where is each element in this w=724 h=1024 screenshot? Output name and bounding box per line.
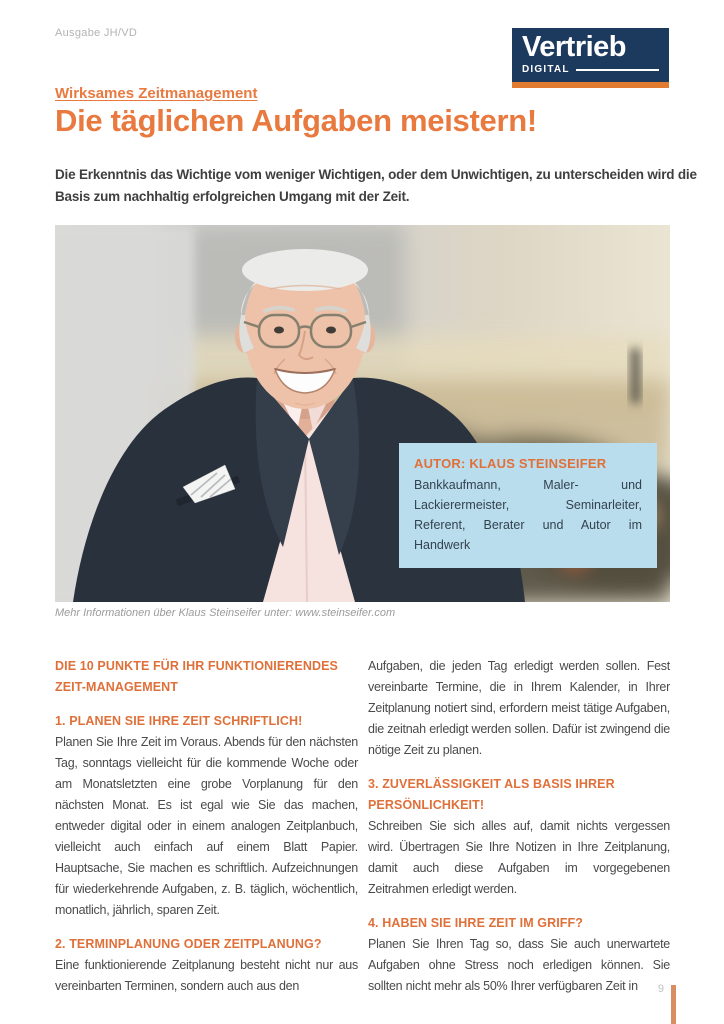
section-heading: 4. HABEN SIE IHRE ZEIT IM GRIFF? [368,916,584,930]
brand-logo [512,28,669,88]
footer-accent-bar [671,985,676,1024]
section-heading: 3. ZUVERLÄSSIGKEIT ALS BASIS IHRER PERSÖNLICHKEIT! [368,777,615,812]
logo-sub-text: DIGITAL [522,64,570,76]
article-column-left [55,656,358,997]
author-box-title: AUTOR: KLAUS STEINSEIFER [414,456,607,471]
logo-underline [576,69,659,71]
logo-brand-text: Vertrieb [522,31,626,63]
author-photo [55,225,670,602]
page-title: Die täglichen Aufgaben meistern! [55,103,537,138]
body-paragraph: Eine funktionierende Zeitplanung besteht nicht nur aus vereinbarten Terminen, sondern auch aus den [55,958,358,993]
body-paragraph: Schreiben Sie sich alles auf, damit nichts vergessen wird. Übertragen Sie Ihre Notizen in Ihre Zeitplanung, damit auch diese Aufgaben im vorgegebenen Zeitrahmen erledigt werden. [368,819,670,896]
issue-label: Ausgabe JH/VD [55,27,138,39]
article-column-right [368,656,670,997]
author-info-box [399,443,657,568]
section-heading: 2. TERMINPLANUNG ODER ZEITPLANUNG? [55,937,322,951]
logo-accent-strip [512,82,669,88]
body-paragraph: Aufgaben, die jeden Tag erledigt werden sollen. Fest vereinbarte Termine, die in Ihrem Kalender, in Ihrer Zeitplanung notiert sind, erfordern meist tätige Aufgaben, die zeitnah erledigt werden sollen. Dafür ist zwingend die nötige Zeit zu planen. [368,659,670,757]
section-heading: DIE 10 PUNKTE FÜR IHR FUNKTIONIERENDES ZEIT-MANAGEMENT [55,659,338,694]
body-paragraph: Planen Sie Ihre Zeit im Voraus. Abends für den nächsten Tag, sonntags vielleicht für die kommende Woche oder am Monatsletzten eine grobe Vorplanung für den nächsten Monat. Es ist egal wie Sie das machen, entweder digital oder in einem analogen Zeitplanbuch, vielleicht auch einfach auf einem Blatt Papier. Hauptsache, Sie machen es schriftlich. Aufzeichnungen für wiederkehrende Aufgaben, z. B. täglich, wöchentlich, monatlich, jährlich, sparen Zeit. [55,735,358,917]
body-paragraph: Planen Sie Ihren Tag so, dass Sie auch unerwartete Aufgaben ohne Stress noch erledigen können. Sie sollten nicht mehr als 50% Ihrer verfügbaren Zeit in [368,937,670,993]
author-box-text: Bankkaufmann, Maler- und Lackierermeister, Seminarleiter, Referent, Berater und Autor im Handwerk [414,478,642,552]
article-kicker: Wirksames Zeitmanagement [55,85,258,102]
photo-caption: Mehr Informationen über Klaus Steinseifer unter: www.steinseifer.com [55,607,396,619]
article-intro: Die Erkenntnis das Wichtige vom weniger Wichtigen, oder dem Unwichtigen, zu unterscheiden wird die Basis zum nachhaltig erfolgreichen Umgang mit der Zeit. [55,167,697,204]
page-number: 9 [657,983,664,995]
logo-box [512,28,669,82]
section-heading: 1. PLANEN SIE IHRE ZEIT SCHRIFTLICH! [55,714,303,728]
